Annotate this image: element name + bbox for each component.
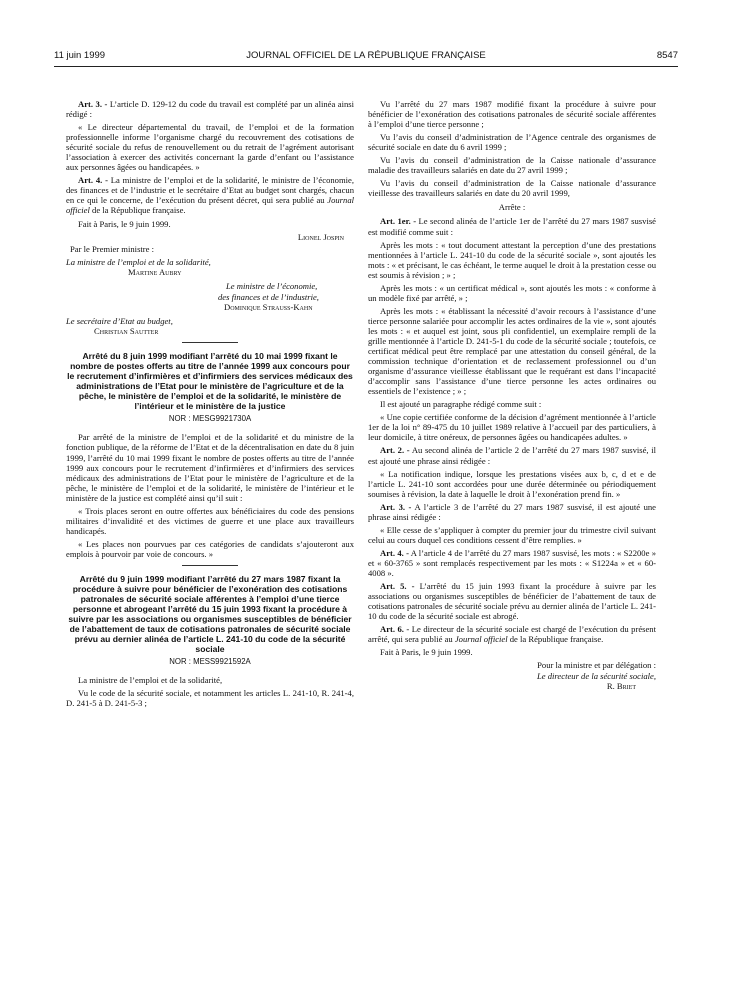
article-1-subparagraph: Après les mots : « un certificat médical », sont ajoutés les mots : « conforme à un modèle fixé par arrêté, » ; [368,282,656,303]
arrete-1-paragraph: « Trois places seront en outre offertes aux bénéficiaires du code des pensions militaires d’invalidité et des victimes de guerre et une place aux travailleurs handicapés. [66,505,354,536]
separator-rule [182,342,238,343]
article-label: Art. 3. - [380,501,412,512]
article-1-subparagraph: Après les mots : « établissant la nécessité d’avoir recours à l’assistance d’une tierce personne salariée pour accomplir les actes ordinaires de la vie », sont ajoutés les mots : « et auquel est joint, sous pli confidentiel, un exemplaire rempli de la grille mentionnée à l’article D. 241-5-1 du code de la sécurité sociale ; toutefois, ce certificat médical peut être remplacé par une attestation du conseil général, de la commission technique d’orientation et de reclassement professionnel ou d’un organisme d’assurance vieillesse établissant que le requérant est dans l’incapacité d’accomplir sans l’assistance d’une tierce personne les actes ordinaires ou essentiels de l’existence ; » ; [368,305,656,397]
article-1-paragraph [368,216,656,236]
article-text: de la République française. [507,634,604,645]
article-text: L’arrêté du 15 juin 1993 fixant la procédure à suivre par les associations ou organismes susceptibles de bénéficier de l’abattement de taux de cotisations patronales de sécurité sociale prévu au dernier alinéa de l’article L. 241-10 du code de la sécurité sociale est abrogé. [368,581,656,622]
article-text: A l’article 4 de l’arrêté du 27 mars 1987 susvisé, les mots : « S2200e » et « 60-3765 » sont remplacés respectivement par les mots : « S1224a » et « 60-4008 ». [368,547,656,578]
article-1-subparagraph: Après les mots : « tout document attestant la perception d’une des prestations mentionnées à l’article L. 241-10 du code de la sécurité sociale », sont ajoutés les mots : « et précisant, le cas échéant, le terme auquel le droit à la prestation cesse ou est soumis à révision ; » ; [368,239,656,280]
right-column [368,99,656,691]
article-label: Art. 6. - [380,624,410,635]
arrete-1-paragraph: « Les places non pourvues par ces catégories de candidats s’ajouteront aux emplois à pourvoir par voie de concours. » [66,538,354,559]
secretaire-budget-name: Christian Sautter [94,326,159,337]
article-text: La ministre de l’emploi et de la solidarité, le ministre de l’économie, des finances et de l’industrie et le secrétaire d’Etat au budget sont chargés, chacun en ce qui le concerne, de l’exécution du présent décret, qui sera publié au [66,175,354,206]
fait-a-paris: Fait à Paris, le 9 juin 1999. [380,647,473,658]
arrete-1-paragraph: Par arrêté de la ministre de l’emploi et de la solidarité et du ministre de la fonction publique, de la réforme de l’Etat et de la décentralisation en date du 8 juin 1999, l’arrêté du 10 mai 1999 fixant le nombre de postes offerts au titre de l’année 1999 aux concours pour le recrutement d’infirmières et d’infirmiers des services médicaux des administrations de l’Etat pour le ministère de l’agriculture et de la pêche, le ministère de l’emploi et de la solidarité, le ministère de l’intérieur et le ministère de la justice est complété ainsi qu’il suit : [66,432,354,503]
signature-block [368,660,656,691]
article-3-quote: « Elle cesse de s’appliquer à compter du premier jour du trimestre civil suivant celui au cours duquel ces conditions cessent d’être remplies. » [368,524,656,545]
article-3-quote: « Le directeur départemental du travail, de l’emploi et de la formation professionnelle informe l’organisme chargé du recouvrement des cotisations de sécurité sociale du refus de renouvellement ou du retrait de l’agrément autorisant l’association à exercer des activités concernant la garde d’enfant ou l’assistance aux personnes âgées ou handicapées. » [66,122,354,173]
arrete-2-paragraph: La ministre de l’emploi et de la solidarité, [78,675,223,686]
article-2-paragraph [368,445,656,465]
article-text: L’article D. 129-12 du code du travail est complété par un alinéa ainsi rédigé : [66,99,355,120]
article-1-subparagraph: Il est ajouté un paragraphe rédigé comme suit : [380,399,542,410]
visa-paragraph: Vu l’arrêté du 27 mars 1987 modifié fixant la procédure à suivre pour bénéficier de l’exonération des cotisations patronales de sécurité sociale afférentes à l’emploi d’une tierce personne ; [368,99,656,130]
separator-rule [182,565,238,566]
article-5-paragraph [368,581,656,621]
article-label: Art. 5. - [380,581,415,592]
arrete-heading: Arrête : [498,202,526,213]
signature-pm: Lionel Jospin [297,231,344,242]
fait-a-paris: Fait à Paris, le 9 juin 1999. [78,218,171,229]
article-3-paragraph [368,502,656,522]
visa-paragraph: Vu l’avis du conseil d’administration de la Caisse nationale d’assurance maladie des travailleurs salariés en date du 27 avril 1999 ; [368,155,656,176]
article-text: Le directeur de la sécurité sociale est chargé de l’exécution du présent arrêté, qui sera publié au [368,624,656,645]
ministre-economie-title-1: Le ministre de l’économie, [226,281,318,292]
signature-title: Le directeur de la sécurité sociale, [536,670,656,681]
article-6-paragraph [368,624,656,644]
arrete-2-title: Arrêté du 9 juin 1999 modifiant l’arrêté du 27 mars 1987 fixant la procédure à suivre pour bénéficier de l’exonération des cotisations patronales de sécurité sociale afférentes à l’emploi d’une tierce personne et abrogeant l’arrêté du 15 juin 1993 fixant la procédure à suivre par les associations ou organismes susceptibles de bénéficier de l’abattement de taux de cotisations patronales de sécurité sociale prévu au dernier alinéa de l’article L. 241-10 du code de la sécurité sociale [68,574,352,654]
article-text: Le second alinéa de l’article 1er de l’arrêté du 27 mars 1987 susvisé est modifié comme suit : [368,216,656,237]
article-2-quote: « La notification indique, lorsque les prestations visées aux b, c, d et e de l’article L. 241-10 sont accordées pour une durée déterminée ou périodiquement soumises à révision, la date à laquelle le droit à l’exonération prend fin. » [368,468,656,499]
article-label: Art. 3. - [78,99,108,109]
article-4-paragraph [368,548,656,578]
signature-name: R. Briet [606,680,636,691]
signature-delegation: Pour la ministre et par délégation : [537,660,656,671]
arrete-1-title: Arrêté du 8 juin 1999 modifiant l’arrêté du 10 mai 1999 fixant le nombre de postes offerts au titre de l’année 1999 aux concours pour le recrutement d’infirmières et d’infirmiers des services médicaux des administrations de l’Etat pour le ministère de l’agriculture et de la pêche, le ministère de l’emploi et de la solidarité, le ministère de l’intérieur et le ministère de la justice [67,351,353,412]
ministre-economie-name: Dominique Strauss-Kahn [224,301,313,312]
arrete-1-nor: NOR : MESG9921730A [168,414,252,424]
ministre-economie-title-2: des finances et de l’industrie, [218,291,319,302]
article-4-paragraph [66,175,354,215]
page-header [54,50,678,64]
article-3-paragraph [66,99,354,119]
header-date: 11 juin 1999 [54,50,106,61]
article-text: Au second alinéa de l’article 2 de l’arrêté du 27 mars 1987 susvisé, il est ajouté une phrase ainsi rédigée : [368,445,656,466]
secretaire-budget-title: Le secrétaire d’Etat au budget, [66,315,173,326]
par-premier-ministre: Par le Premier ministre : [70,243,155,254]
ministre-emploi-name: Martine Aubry [128,267,182,278]
header-journal-title: JOURNAL OFFICIEL DE LA RÉPUBLIQUE FRANÇAISE [246,50,486,61]
left-column [66,99,354,711]
article-text: A l’article 3 de l’arrêté du 27 mars 1987 susvisé, il est ajouté une phrase ainsi rédigée : [368,501,656,522]
ministre-emploi-title: La ministre de l’emploi et de la solidarité, [66,256,211,267]
signature-block [66,232,354,337]
journal-officiel-ref: Journal officiel [454,634,508,645]
journal-officiel-ref: Journal officiel [66,195,354,216]
article-1-subparagraph: « Une copie certifiée conforme de la décision d’agrément mentionnée à l’article 1er de la loi n° 89-475 du 10 juillet 1989 relative à l’accueil par des particuliers, à leur domicile, à titre onéreux, de personnes âgées ou handicapées adultes. » [368,412,656,443]
article-label: Art. 4. - [78,175,108,186]
header-rule [54,66,678,67]
header-page-number: 8547 [656,50,678,61]
article-text: de la République française. [89,205,186,216]
article-label: Art. 1er. - [380,216,417,227]
visa-paragraph: Vu l’avis du conseil d’administration de la Caisse nationale d’assurance vieillesse des travailleurs salariés en date du 20 avril 1999, [368,178,656,199]
article-label: Art. 2. - [380,445,410,456]
arrete-2-nor: NOR : MESS9921592A [169,657,251,666]
arrete-2-paragraph: Vu le code de la sécurité sociale, et notamment les articles L. 241-10, R. 241-4, D. 241-5 à D. 241-5-3 ; [66,688,354,709]
article-label: Art. 4. - [380,547,409,558]
visa-paragraph: Vu l’avis du conseil d’administration de l’Agence centrale des organismes de sécurité sociale en date du 6 avril 1999 ; [368,132,656,153]
